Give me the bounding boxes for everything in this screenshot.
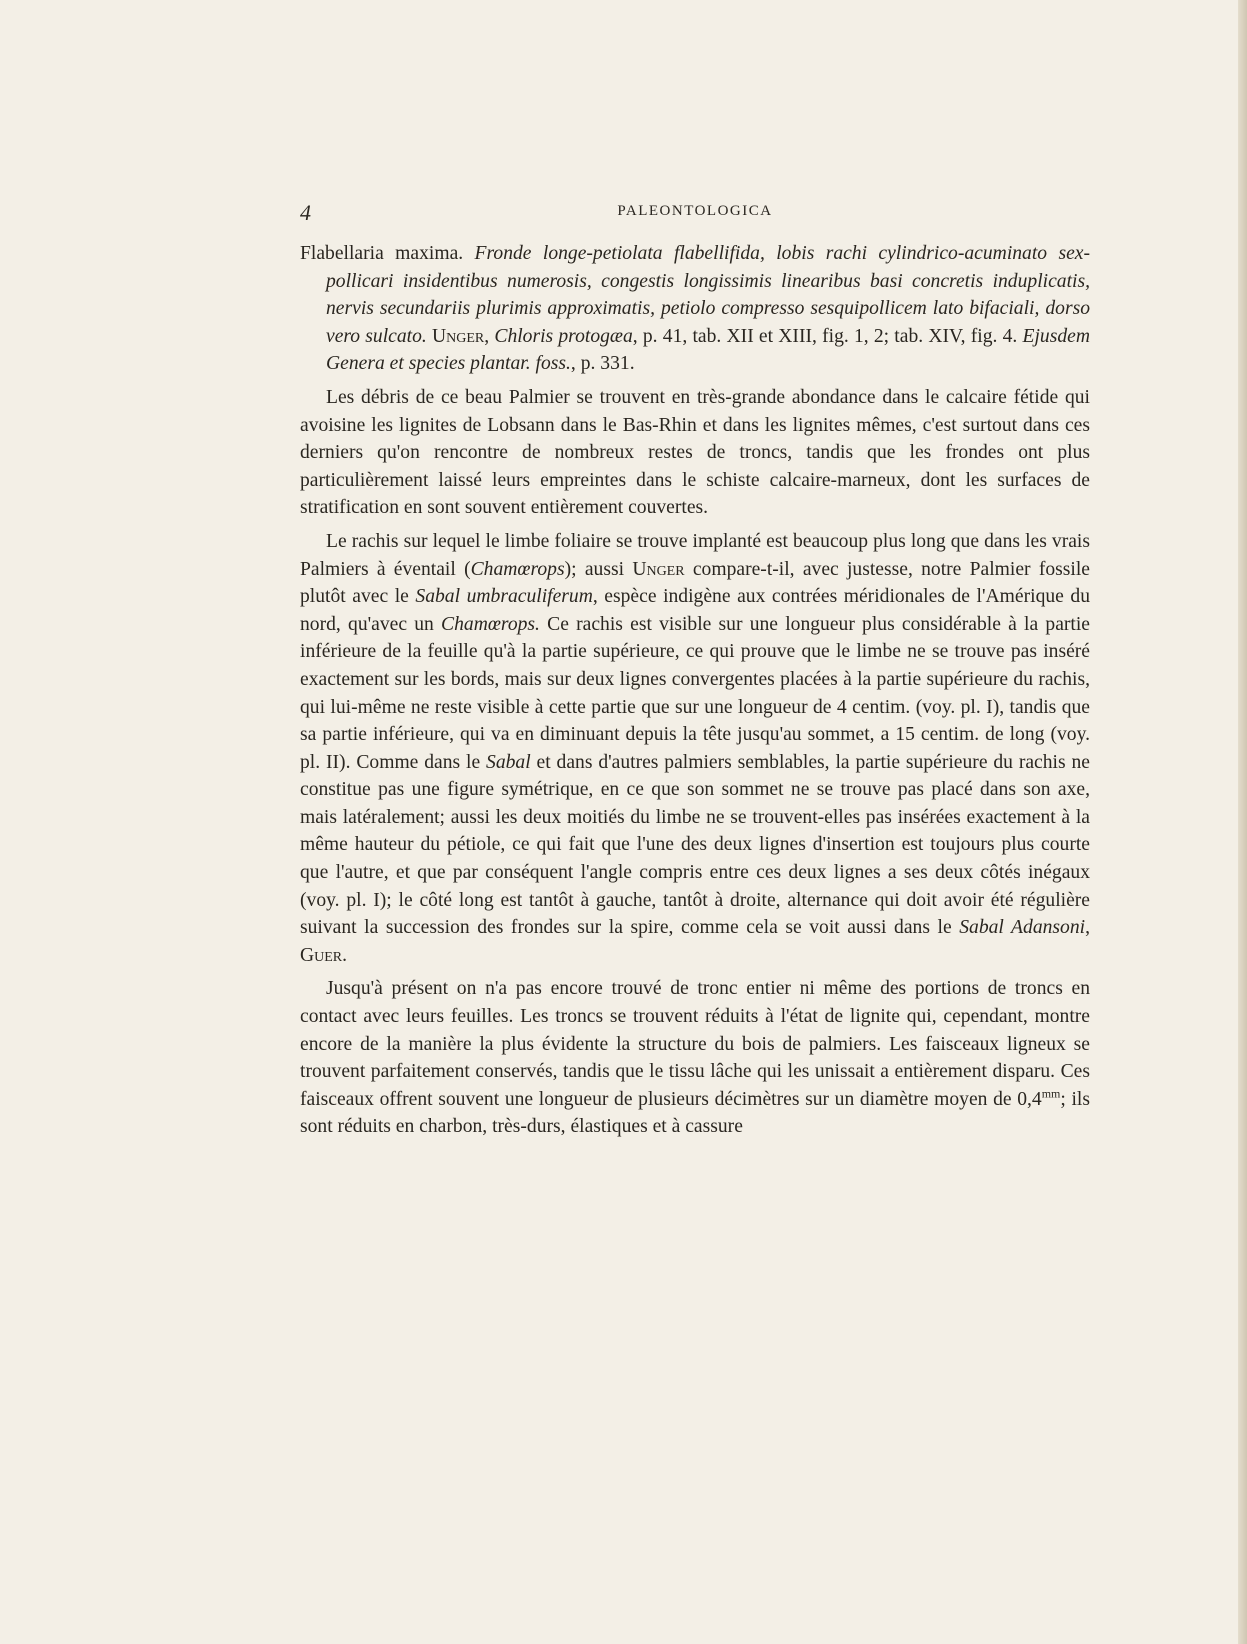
p2-italic-chamaerops-2: Chamœrops. xyxy=(441,613,540,635)
work-chloris: Chloris protogæa xyxy=(494,325,633,347)
page-header xyxy=(300,200,1090,226)
p3-unit-mm: mm xyxy=(1041,1086,1061,1101)
p2-text-8: . xyxy=(342,944,348,966)
p2-text-4: , espèce indigène aux contrées méridionales de l'Amérique du nord, qu'avec un xyxy=(300,586,1090,635)
reference-1: , p. 41, tab. XII et XIII, fig. 1, 2; tab. XIV, fig. 4. xyxy=(632,325,1023,347)
page-edge xyxy=(1238,0,1247,1644)
species-entry xyxy=(300,240,1090,378)
species-diagnosis: Fronde longe-petiolata flabellifida, lobis rachi cylindrico-acuminato sex-pollicari insidentibus numerosis, congestis longissimis linearibus basi concretis induplicatis, nervis secundariis plurimis approximatis, petiolo compresso sesquipollicem lato bifaciali, dorso vero sulcato. xyxy=(326,243,1091,347)
p2-text-1: Le rachis sur lequel le limbe foliaire se trouve implanté est beaucoup plus long que dans les vrais Palmiers à éventail ( xyxy=(300,530,1090,580)
p2-text-6: et dans d'autres palmiers semblables, la partie supérieure du rachis ne constitue pas une figure symétrique, en ce que son sommet ne se trouve pas placé dans son axe, mais latéralement; aussi les deux moitiés du limbe ne se trouvent-elles pas insérées exactement à la même hauteur du pétiole, ce qui fait que l'une des deux lignes d'insertion est toujours plus courte que l'autre, et que par conséquent l'angle compris entre ces deux lignes a ses deux côtés inégaux (voy. pl. I); le côté long est tantôt à gauche, tantôt à droite, alternance qui doit avoir été régulière suivant la succession des frondes sur la spire, comme cela se voit aussi dans le xyxy=(300,751,1090,939)
paragraph-1: Les débris de ce beau Palmier se trouvent en très-grande abondance dans le calcaire fétide qui avoisine les lignites de Lobsann dans le Bas-Rhin et dans les lignites mêmes, c'est surtout dans ces derniers qu'on rencontre de nombreux restes de troncs, tandis que les frondes ont plus particulièrement laissé leurs empreintes dans le schiste calcaire-marneux, dont les surfaces de stratification en sont souvent entièrement couvertes. xyxy=(300,386,1090,519)
p3-text-1: Jusqu'à présent on n'a pas encore trouvé de tronc entier ni même des portions de troncs en contact avec leurs feuilles. Les troncs se trouvent réduits à l'état de lignite qui, cependant, montre encore de la manière la plus évidente la structure du bois de palmiers. Les faisceaux ligneux se trouvent parfaitement conservés, tandis que le tissu lâche qui les unissait a entièrement disparu. Ces faisceaux offrent souvent une longueur de plusieurs décimètres sur un diamètre moyen de 0,4 xyxy=(300,978,1090,1110)
separator: , xyxy=(484,325,495,347)
reference-2: , p. 331. xyxy=(570,353,635,375)
p2-text-5: Ce rachis est visible sur une longueur plus considérable à la partie inférieure de la feuille qu'à la partie supérieure, ce qui prouve que le limbe ne se trouve pas inséré exactement sur les bords, mais sur deux lignes convergentes placées à la partie supérieure du rachis, qui lui-même ne reste visible à cette partie que sur une longueur de 4 centim. (voy. pl. I), tandis que sa partie inférieure, qui va en diminuant depuis la tête jusqu'au sommet, a 15 centim. de long (voy. pl. II). Comme dans le xyxy=(300,613,1090,773)
p2-author-unger: Unger xyxy=(632,558,685,580)
species-name: Flabellaria maxima. xyxy=(300,243,475,264)
paragraph-2 xyxy=(300,528,1090,970)
work-genera: Ejusdem Genera et species plantar. foss. xyxy=(326,325,1090,375)
p2-author-guer: Guer xyxy=(300,944,343,966)
author-unger: Unger xyxy=(432,325,485,347)
p2-italic-sabal-umbraculiferum: Sabal umbraculiferum xyxy=(415,586,593,608)
p2-italic-sabal-adansoni: Sabal Adansoni xyxy=(959,917,1086,939)
p2-text-7: , xyxy=(1085,917,1090,939)
paragraph-3 xyxy=(300,975,1090,1141)
p2-text-2: ); aussi xyxy=(564,558,633,580)
p2-text-3: compare-t-il, avec justesse, notre Palmier fossile plutôt avec le xyxy=(300,558,1091,608)
running-title: PALEONTOLOGICA xyxy=(617,203,773,219)
body-text xyxy=(300,240,1090,1147)
page-number: 4 xyxy=(300,200,311,225)
p3-text-2: ; ils sont réduits en charbon, très-durs, élastiques et à cassure xyxy=(300,1088,1090,1138)
p2-italic-sabal: Sabal xyxy=(486,751,531,773)
p2-italic-chamaerops: Chamœrops xyxy=(470,558,565,580)
